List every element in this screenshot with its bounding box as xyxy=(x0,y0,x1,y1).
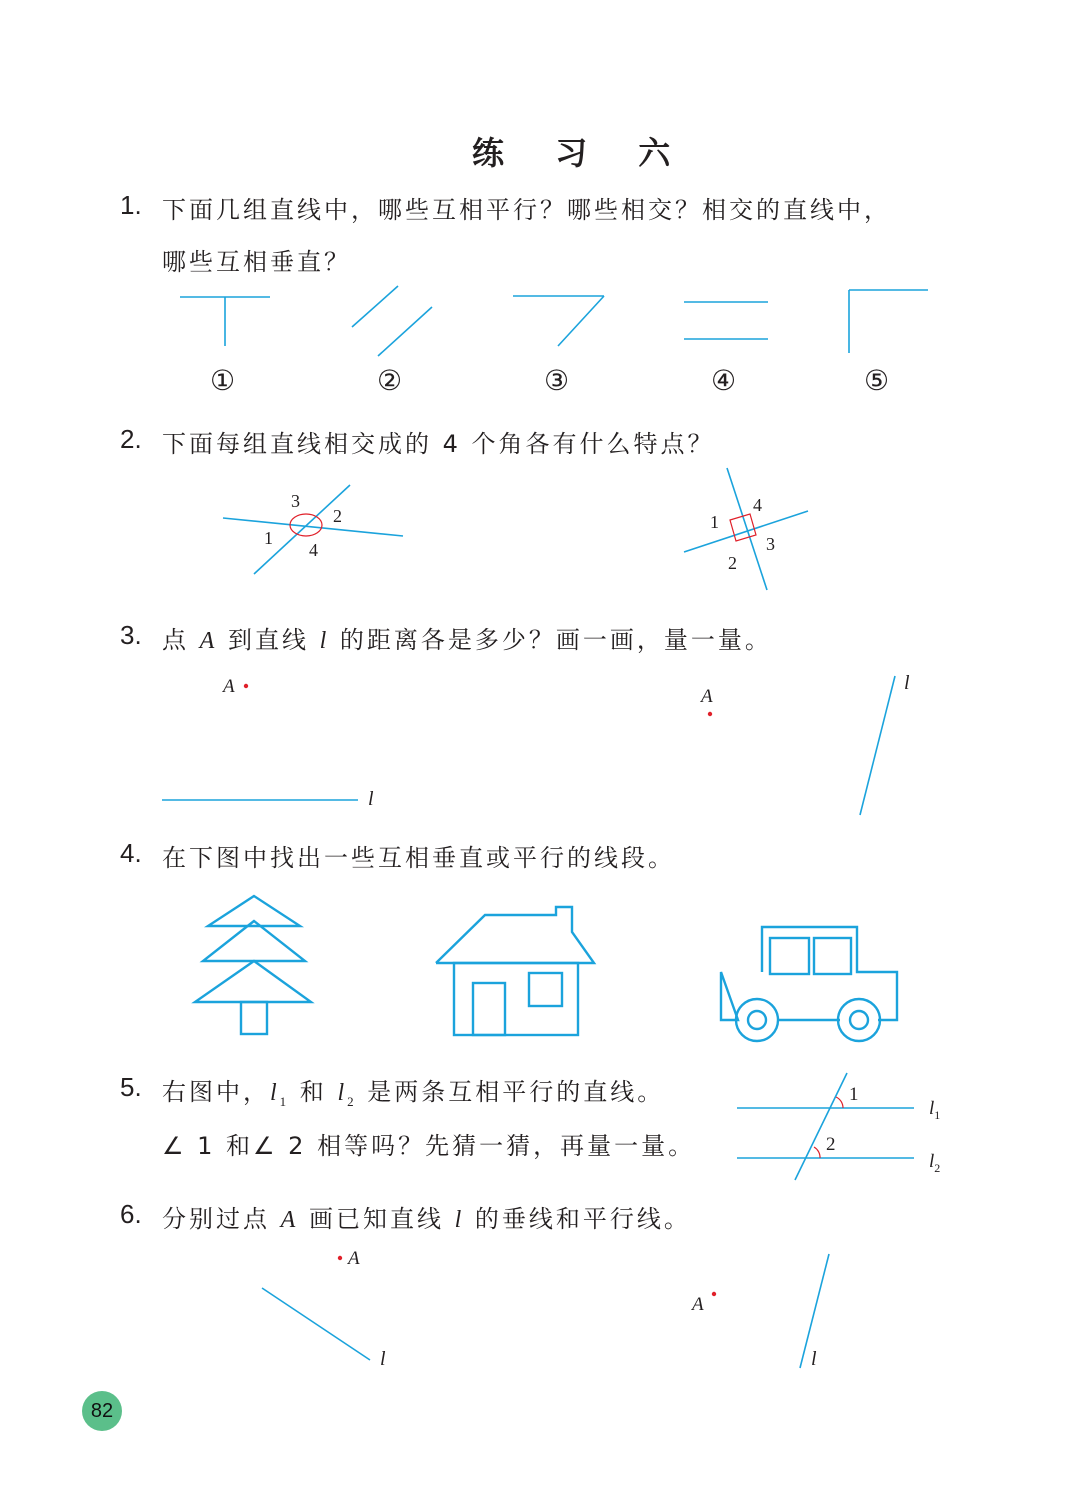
question-2-number: 2. xyxy=(120,424,142,454)
question-3-number: 3. xyxy=(120,620,142,650)
q2-right-angle-3: 3 xyxy=(766,534,775,554)
question-4-number: 4. xyxy=(120,838,142,868)
q5-angle-2-arc xyxy=(814,1147,820,1158)
q3-point-a-left-label: A xyxy=(223,676,235,697)
page-title: 练 习 六 xyxy=(472,134,691,172)
q1-figure-2-parallel-slanted xyxy=(352,286,432,356)
q1-figure-4-parallel xyxy=(684,302,768,339)
q3-text-b: 到直线 xyxy=(217,626,320,654)
q6-line-l-right-label: l xyxy=(811,1348,817,1370)
q6-var-l: l xyxy=(454,1207,465,1233)
q6-line-l-left-label: l xyxy=(380,1348,386,1370)
house-drawing xyxy=(436,907,594,1035)
q5-fig-l2: l xyxy=(929,1151,935,1172)
question-1-text-line1: 下面几组直线中，哪些互相平行？哪些相交？相交的直线中， xyxy=(162,196,891,224)
q5-var-l2-sub: 2 xyxy=(347,1093,357,1109)
q6-point-a-right xyxy=(712,1292,716,1296)
q3-point-a-right-label: A xyxy=(701,686,713,707)
q2-right-angle-2: 2 xyxy=(728,553,737,573)
q3-line-l-left-label: l xyxy=(368,788,374,810)
q5-fig-l2-sub: 2 xyxy=(934,1160,941,1175)
q1-label-4: ④ xyxy=(711,366,737,397)
q2-left-angle-4: 4 xyxy=(309,540,318,560)
q6-var-a: A xyxy=(280,1207,299,1233)
q5-var-l2: l xyxy=(337,1080,348,1106)
q6-point-a-left xyxy=(338,1256,342,1260)
q5-angle-1-arc xyxy=(836,1097,843,1108)
q2-right-perpendicular-lines xyxy=(684,468,808,590)
q3-text-c: 的距离各是多少？画一画，量一量。 xyxy=(329,626,772,654)
q6-point-a-right-label: A xyxy=(692,1294,704,1315)
q2-left-angle-2: 2 xyxy=(333,506,342,526)
question-1-number: 1. xyxy=(120,190,142,220)
q5-fig-l1-sub: 1 xyxy=(934,1107,941,1122)
question-3-text xyxy=(162,620,772,655)
q6-text-c: 的垂线和平行线。 xyxy=(464,1205,691,1233)
question-1-text-line2: 哪些互相垂直？ xyxy=(162,248,351,276)
q1-label-5: ⑤ xyxy=(864,366,890,397)
q1-figure-5-perpendicular xyxy=(849,290,928,353)
q3-point-a-left xyxy=(244,684,248,688)
q5-text-a: 右图中， xyxy=(162,1078,270,1106)
q1-figure-1-perpendicular xyxy=(180,297,270,346)
q1-label-3: ③ xyxy=(544,366,570,397)
q5-angle-2-label: 2 xyxy=(826,1134,836,1155)
q3-var-l: l xyxy=(319,628,330,654)
q5-parallel-lines-figure xyxy=(737,1073,914,1180)
tree-drawing xyxy=(195,896,311,1034)
q6-text-a: 分别过点 xyxy=(162,1205,281,1233)
q3-line-l-slanted xyxy=(860,676,895,815)
question-4-text: 在下图中找出一些互相垂直或平行的线段。 xyxy=(162,844,675,872)
q2-right-angle-4: 4 xyxy=(753,495,762,515)
question-5-number: 5. xyxy=(120,1072,142,1102)
car-drawing xyxy=(721,927,897,1041)
q2-right-angle-1: 1 xyxy=(710,512,719,532)
q5-var-l1-sub: 1 xyxy=(279,1093,290,1109)
q3-point-a-right xyxy=(708,712,712,716)
q6-line-l-left xyxy=(262,1288,370,1360)
question-5-text-line1 xyxy=(162,1072,664,1110)
q1-label-1: ① xyxy=(210,366,236,397)
question-6-text xyxy=(162,1199,691,1234)
q1-figure-3-intersecting xyxy=(513,296,604,346)
q3-line-l-right-label: l xyxy=(904,672,910,694)
question-5-text-line2: ∠ 1 和∠ 2 相等吗？先猜一猜，再量一量。 xyxy=(162,1132,696,1160)
q5-text-c: 是两条互相平行的直线。 xyxy=(356,1078,665,1106)
q1-label-2: ② xyxy=(377,366,403,397)
page-number-badge: 82 xyxy=(82,1391,122,1431)
q5-line-l2-label xyxy=(929,1150,940,1176)
question-2-text: 下面每组直线相交成的 4 个角各有什么特点？ xyxy=(162,430,715,458)
q6-point-a-left-label: A xyxy=(348,1248,360,1269)
q5-line-l1-label xyxy=(929,1097,940,1123)
q5-text-b: 和 xyxy=(289,1078,338,1106)
q5-fig-l1: l xyxy=(929,1098,935,1119)
q5-angle-1-label: 1 xyxy=(849,1084,859,1105)
question-6-number: 6. xyxy=(120,1199,142,1229)
q3-text-a: 点 xyxy=(162,626,200,654)
q6-text-b: 画已知直线 xyxy=(298,1205,455,1233)
q2-left-angle-3: 3 xyxy=(291,491,300,511)
q3-var-a: A xyxy=(199,628,218,654)
q5-var-l1: l xyxy=(270,1080,280,1106)
q2-left-angle-1: 1 xyxy=(264,528,273,548)
